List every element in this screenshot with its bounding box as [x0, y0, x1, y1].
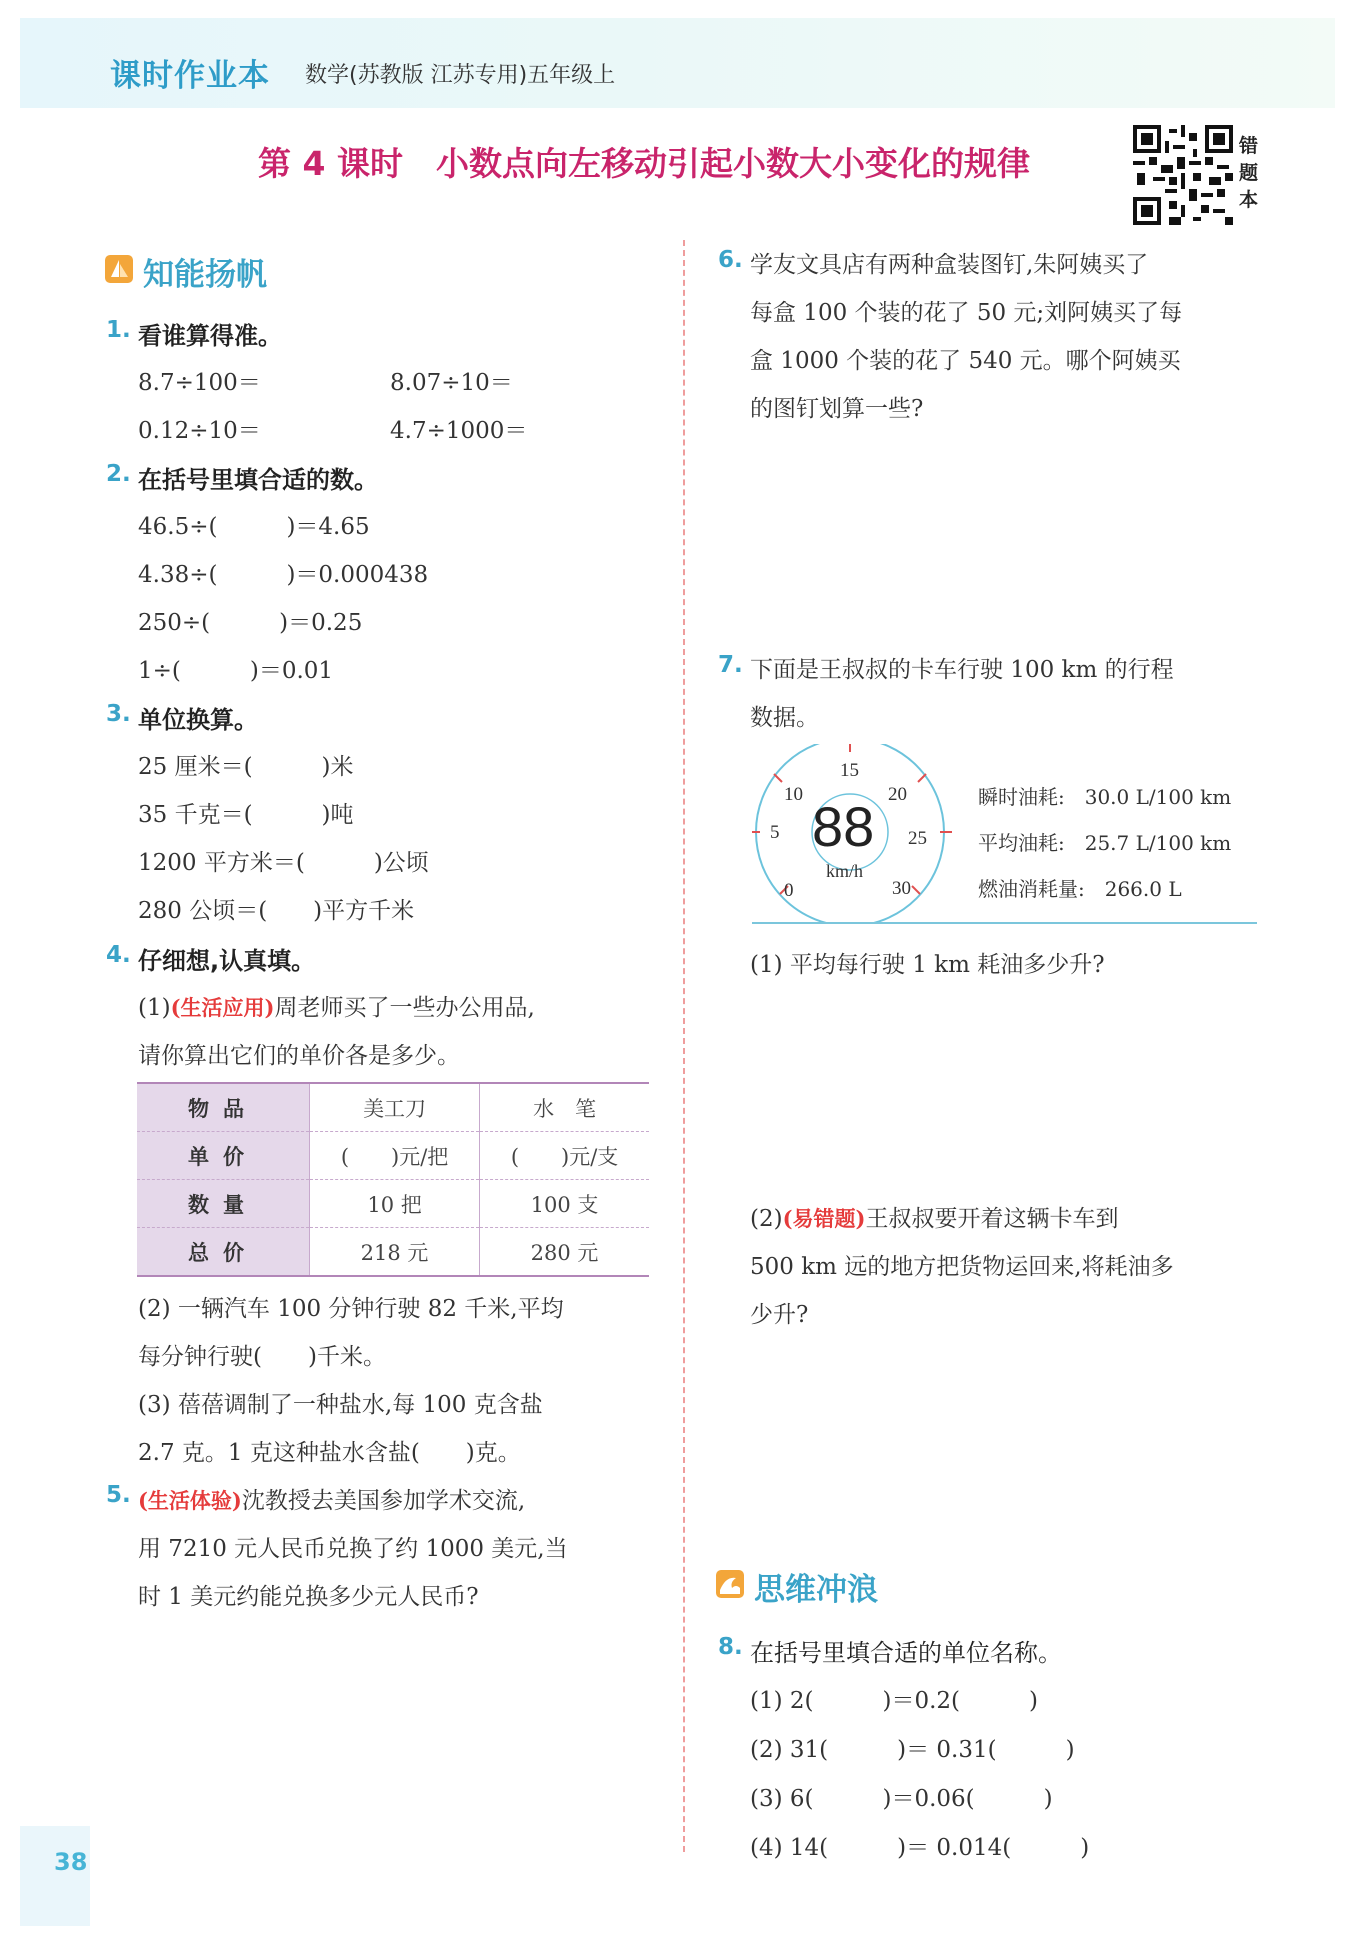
conversion-item: 25 厘米＝( )米 — [138, 754, 354, 780]
question-number: 4. — [106, 942, 131, 968]
table-header-cell: 单价 — [137, 1132, 310, 1180]
sub-question-text: 500 km 远的地方把货物运回来,将耗油多 — [750, 1254, 1174, 1280]
question-heading: 在括号里填合适的数。 — [138, 466, 378, 494]
qr-label — [1239, 133, 1261, 214]
table-header-cell: 物品 — [137, 1083, 310, 1132]
fill-item: 250÷( )＝0.25 — [138, 610, 363, 636]
table-header-cell: 总价 — [137, 1228, 310, 1277]
unit-item: (4) 14( )＝ 0.014( ) — [750, 1835, 1090, 1861]
fuel-reading: 平均油耗: 25.7 L/100 km — [978, 831, 1232, 855]
page-corner-band — [20, 1826, 90, 1926]
question-heading: 看谁算得准。 — [138, 322, 282, 350]
question-heading: 单位换算。 — [138, 706, 258, 734]
table-header-cell: 数量 — [137, 1180, 310, 1228]
question-text: 数据。 — [750, 705, 819, 731]
table-row — [137, 1180, 649, 1228]
table-cell: ( )元/支 — [480, 1132, 649, 1180]
unit-item: (3) 6( )＝0.06( ) — [750, 1786, 1053, 1812]
conversion-item: 280 公顷＝( )平方千米 — [138, 898, 415, 924]
question-line — [138, 1482, 525, 1515]
table-cell: 218 元 — [310, 1228, 480, 1277]
question-text: 时 1 美元约能兑换多少元人民币? — [138, 1584, 479, 1610]
section-title: 思维冲浪 — [754, 1572, 878, 1608]
gauge-speed-value: 88 — [812, 795, 875, 858]
sub-question-text: 少升? — [750, 1302, 809, 1328]
table-row — [137, 1228, 649, 1277]
unit-item: (1) 2( )＝0.2( ) — [750, 1688, 1038, 1714]
sub-question-text: 请你算出它们的单价各是多少。 — [138, 1043, 460, 1069]
page-number: 38 — [54, 1848, 88, 1876]
sail-icon — [105, 255, 133, 283]
gauge-baseline — [752, 922, 1257, 924]
speedometer-gauge — [752, 744, 952, 924]
gauge-tick-label: 30 — [892, 878, 911, 899]
fuel-readings — [978, 774, 1231, 912]
table-cell: 280 元 — [480, 1228, 649, 1277]
gauge-tick-label: 15 — [840, 760, 859, 781]
table-cell: 100 支 — [480, 1180, 649, 1228]
conversion-item: 35 千克＝( )吨 — [138, 802, 354, 828]
question-text: 下面是王叔叔的卡车行驶 100 km 的行程 — [750, 657, 1174, 683]
sub-question-text: 王叔叔要开着这辆卡车到 — [865, 1206, 1119, 1232]
qr-label-char: 错 — [1239, 135, 1259, 157]
book-brand: 课时作业本 — [110, 58, 270, 94]
table-cell: 美工刀 — [310, 1083, 480, 1132]
question-tag: (生活体验) — [138, 1488, 242, 1513]
question-number: 2. — [106, 461, 131, 487]
fuel-reading: 瞬时油耗: 30.0 L/100 km — [978, 785, 1232, 809]
qr-label-char: 本 — [1239, 189, 1259, 211]
gauge-tick-label: 5 — [770, 822, 780, 843]
sub-question-text: 周老师买了一些办公用品, — [274, 995, 535, 1021]
table-row — [137, 1132, 649, 1180]
calc-item: 4.7÷1000＝ — [390, 418, 528, 444]
sub-question-text: 2.7 克。1 克这种盐水含盐( )克。 — [138, 1440, 521, 1466]
fill-item: 46.5÷( )＝4.65 — [138, 514, 370, 540]
question-number: 8. — [718, 1634, 743, 1660]
question-number: 7. — [718, 652, 743, 678]
question-number: 5. — [106, 1482, 131, 1508]
question-text: 用 7210 元人民币兑换了约 1000 美元,当 — [138, 1536, 568, 1562]
unit-item: (2) 31( )＝ 0.31( ) — [750, 1737, 1075, 1763]
question-text: 盒 1000 个装的花了 540 元。哪个阿姨买 — [750, 348, 1181, 374]
wave-icon — [716, 1570, 744, 1598]
question-tag: (易错题) — [782, 1206, 866, 1231]
question-text: 沈教授去美国参加学术交流, — [241, 1488, 526, 1514]
table-cell: 水 笔 — [480, 1083, 649, 1132]
sub-question-prefix: (2) — [750, 1206, 783, 1232]
qr-label-char: 题 — [1239, 162, 1259, 184]
section-title: 知能扬帆 — [143, 257, 267, 293]
sub-question-text: (2) 一辆汽车 100 分钟行驶 82 千米,平均 — [138, 1296, 564, 1322]
question-number: 3. — [106, 701, 131, 727]
fill-item: 1÷( )＝0.01 — [138, 658, 334, 684]
lesson-title: 第 4 课时 小数点向左移动引起小数大小变化的规律 — [258, 144, 1030, 183]
sub-question-text: (1) 平均每行驶 1 km 耗油多少升? — [750, 952, 1105, 978]
gauge-tick-label: 20 — [888, 784, 907, 805]
fill-item: 4.38÷( )＝0.000438 — [138, 562, 429, 588]
book-subject: 数学(苏教版 江苏专用)五年级上 — [305, 63, 616, 88]
sub-question-line — [138, 989, 535, 1022]
question-text: 学友文具店有两种盒装图钉,朱阿姨买了 — [750, 252, 1149, 278]
question-heading: 仔细想,认真填。 — [138, 947, 316, 975]
question-number: 6. — [718, 247, 743, 273]
fuel-reading: 燃油消耗量: 266.0 L — [978, 877, 1182, 901]
sub-question-text: (3) 蓓蓓调制了一种盐水,每 100 克含盐 — [138, 1392, 543, 1418]
calc-item: 8.7÷100＝ — [138, 370, 261, 396]
sub-question-prefix: (1) — [138, 995, 171, 1021]
conversion-item: 1200 平方米＝( )公顷 — [138, 850, 429, 876]
calc-item: 8.07÷10＝ — [390, 370, 513, 396]
price-table — [137, 1082, 649, 1277]
question-tag: (生活应用) — [170, 995, 275, 1020]
question-number: 1. — [106, 317, 131, 343]
gauge-speed-unit: km/h — [826, 861, 864, 881]
question-text: 每盒 100 个装的花了 50 元;刘阿姨买了每 — [750, 300, 1183, 326]
gauge-tick-label: 0 — [784, 880, 794, 901]
table-cell: 10 把 — [310, 1180, 480, 1228]
sub-question-text: 每分钟行驶( )千米。 — [138, 1344, 386, 1370]
table-cell: ( )元/把 — [310, 1132, 480, 1180]
table-row — [137, 1083, 649, 1132]
question-heading: 在括号里填合适的单位名称。 — [750, 1639, 1062, 1667]
question-text: 的图钉划算一些? — [750, 396, 924, 422]
gauge-tick-label: 10 — [784, 784, 803, 805]
column-divider — [683, 240, 685, 1852]
calc-item: 0.12÷10＝ — [138, 418, 261, 444]
gauge-tick-label: 25 — [908, 828, 927, 849]
sub-question-line — [750, 1200, 1118, 1233]
qr-code-icon — [1133, 125, 1233, 225]
